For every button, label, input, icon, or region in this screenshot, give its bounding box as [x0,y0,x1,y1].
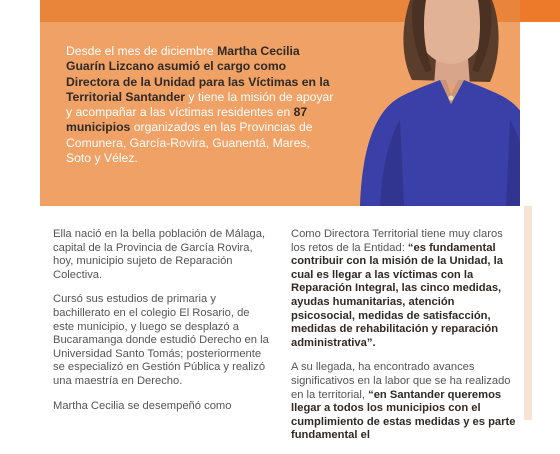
right-p1-start: Como Directora Territorial tiene muy claros los retos de la Entidad: [291,228,503,254]
hero-banner [40,0,520,206]
right-column-edge [524,206,532,420]
right-text-column [291,228,516,454]
hero-end: organizados en las Provincias de Comunera, García-Rovira, Guanentá, Mares, Soto y Vélez. [66,120,313,166]
right-paragraph-2 [291,361,516,443]
left-paragraph-1: Ella nació en la bella población de Málaga, capital de la Provincia de García Rovira, hoy, municipio sujeto de Reparación Colectiva. [53,228,266,281]
left-text-column [53,228,273,424]
hero-mid: y tiene la misión de apoyar y acompañar a las víctimas residentes en [66,89,334,120]
right-margin-strip [520,22,560,206]
hero-intro: Desde el mes de diciembre [66,44,214,58]
left-paragraph-3: Martha Cecilia se desempeñó como [53,399,232,412]
right-paragraph-1 [291,228,516,350]
left-paragraph-2: Cursó sus estudios de primaria y bachillerato en el colegio El Rosario, de este municipio, y luego se desplazó a Bucaramanga donde estudió Derecho en la Universidad Santo Tomás; posteriormente se especializó en Gestión Pública y realizó una maestría en Derecho. [53,293,269,387]
hero-name-bold: Martha Cecilia Guarín Lizcano asumió el cargo como Directora de la Unidad para las Víctimas en la Territorial Santander [66,44,330,104]
hero-text [66,44,338,166]
right-p2-quote: “en Santander queremos llegar a todos los municipios con el cumplimiento de estas medidas y es parte fundamental el [291,388,516,442]
portrait-photo [340,0,520,206]
right-p1-quote: “es fundamental contribuir con la misión de la Unidad, la cual es llegar a las víctimas con la Reparación Integral, las cinco medidas, ayudas humanitarias, atención psicosocial, medidas de satisfacción, medidas de rehabilitación y reparación administrativa”. [291,241,503,349]
right-p2-start: A su llegada, ha encontrado avances significativos en la labor que se ha realizado en la territorial, [291,361,511,401]
hero-count-bold: 87 municipios [66,105,308,135]
